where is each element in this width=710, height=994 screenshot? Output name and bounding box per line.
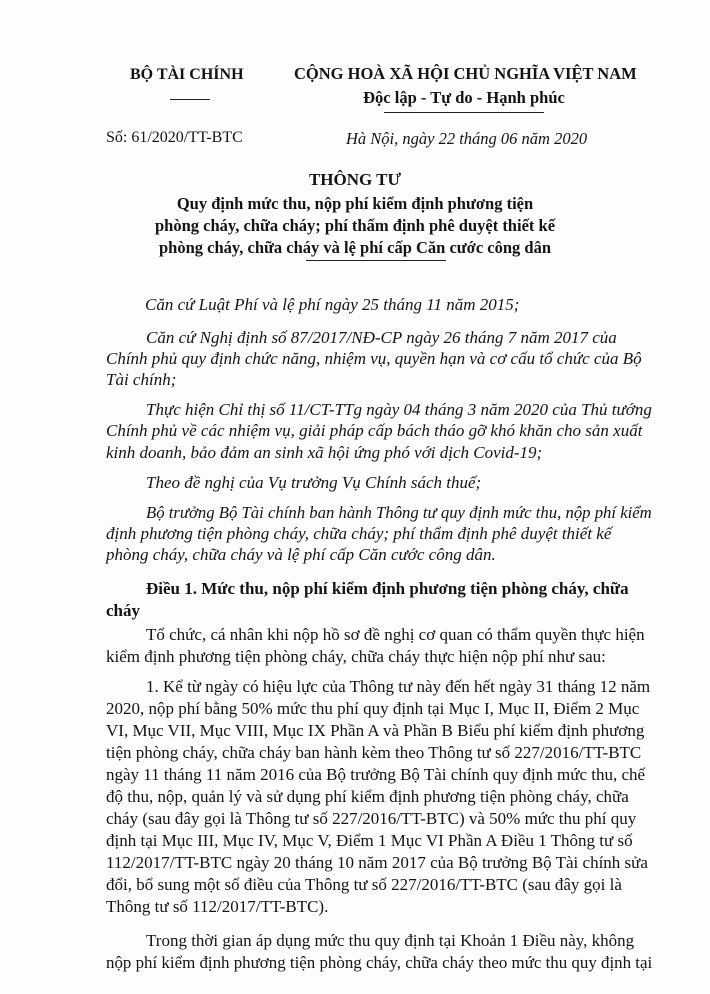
ministry-underline <box>170 99 210 100</box>
motto-underline <box>384 112 544 113</box>
article-paragraph-line: Tổ chức, cá nhân khi nộp hồ sơ đề nghị cơ quan có thẩm quyền thực hiện <box>146 625 645 644</box>
title-underline <box>306 260 446 261</box>
preamble-line: kinh doanh, bảo đảm an sinh xã hội ứng phó với dịch Covid-19; <box>106 443 543 462</box>
paragraph-line: Trong thời gian áp dụng mức thu quy định tại Khoản 1 Điều này, không <box>146 931 635 950</box>
national-title: CỘNG HOÀ XÃ HỘI CHỦ NGHĨA VIỆT NAM <box>294 64 637 83</box>
clause-line: cháy (sau đây gọi là Thông tư số 227/2016/TT-BTC) và 50% mức thu phí quy <box>106 809 637 828</box>
title-line: phòng cháy, chữa cháy; phí thẩm định phê duyệt thiết kế <box>154 216 556 235</box>
place-date: Hà Nội, ngày 22 tháng 06 năm 2020 <box>346 129 588 148</box>
article-heading: cháy <box>106 601 140 620</box>
clause-line: độ thu, nộp, quản lý và sử dụng phí kiểm định phương tiện phòng cháy, chữa <box>106 787 629 806</box>
clause-line: định tại Mục III, Mục IV, Mục V, Điểm 1 Mục VI Phần A Điều 1 Thông tư số <box>106 831 633 850</box>
document-number: Số: 61/2020/TT-BTC <box>106 129 243 146</box>
preamble-line: Chính phủ về các nhiệm vụ, giải pháp cấp bách tháo gỡ khó khăn cho sản xuất <box>106 421 643 440</box>
clause-line: VI, Mục VII, Mục VIII, Mục IX Phần A và Phần B Biểu phí kiểm định phương <box>106 721 645 740</box>
national-motto: Độc lập - Tự do - Hạnh phúc <box>363 88 565 107</box>
clause-line: 1. Kể từ ngày có hiệu lực của Thông tư này đến hết ngày 31 tháng 12 năm <box>146 677 651 696</box>
title-line: Quy định mức thu, nộp phí kiểm định phương tiện <box>176 194 534 213</box>
clause-line: ngày 11 tháng 11 năm 2016 của Bộ trưởng Bộ Tài chính quy định mức thu, chế <box>106 765 646 784</box>
article-paragraph-line: kiểm định phương tiện phòng cháy, chữa cháy thực hiện nộp phí như sau: <box>106 647 606 666</box>
preamble-line: Căn cứ Luật Phí và lệ phí ngày 25 tháng 11 năm 2015; <box>145 295 520 314</box>
preamble-line: phòng cháy, chữa cháy và lệ phí cấp Căn cước công dân. <box>106 545 496 564</box>
paragraph-line: nộp phí kiểm định phương tiện phòng cháy, chữa cháy theo mức thu quy định tại <box>106 953 653 972</box>
clause-line: tiện phòng cháy, chữa cháy ban hành kèm theo Thông tư số 227/2016/TT-BTC <box>106 743 642 762</box>
preamble-line: định phương tiện phòng cháy, chữa cháy; phí thẩm định phê duyệt thiết kế <box>106 524 612 543</box>
preamble-line: Chính phủ quy định chức năng, nhiệm vụ, quyền hạn và cơ cấu tổ chức của Bộ <box>106 349 642 368</box>
clause-line: Thông tư số 112/2017/TT-BTC). <box>106 897 329 916</box>
article-heading: Điều 1. Mức thu, nộp phí kiểm định phương tiện phòng cháy, chữa <box>146 579 629 598</box>
preamble-line: Tài chính; <box>106 370 177 389</box>
preamble-line: Theo đề nghị của Vụ trưởng Vụ Chính sách thuế; <box>146 473 482 492</box>
preamble-line: Bộ trưởng Bộ Tài chính ban hành Thông tư quy định mức thu, nộp phí kiểm <box>146 503 652 522</box>
preamble-line: Căn cứ Nghị định số 87/2017/NĐ-CP ngày 26 tháng 7 năm 2017 của <box>146 328 617 347</box>
preamble-line: Thực hiện Chỉ thị số 11/CT-TTg ngày 04 tháng 3 năm 2020 của Thủ tướng <box>146 400 652 419</box>
clause-line: đổi, bổ sung một số điều của Thông tư số 227/2016/TT-BTC (sau đây gọi là <box>106 875 622 894</box>
title-line: phòng cháy, chữa cháy và lệ phí cấp Căn cước công dân <box>159 238 551 257</box>
clause-line: 2020, nộp phí bằng 50% mức thu phí quy định tại Mục I, Mục II, Điểm 2 Mục <box>106 699 640 718</box>
ministry-name: BỘ TÀI CHÍNH <box>130 66 244 83</box>
clause-line: 112/2017/TT-BTC ngày 20 tháng 10 năm 2017 của Bộ trưởng Bộ Tài chính sửa <box>106 853 648 872</box>
document-type-title: THÔNG TƯ <box>308 170 402 189</box>
